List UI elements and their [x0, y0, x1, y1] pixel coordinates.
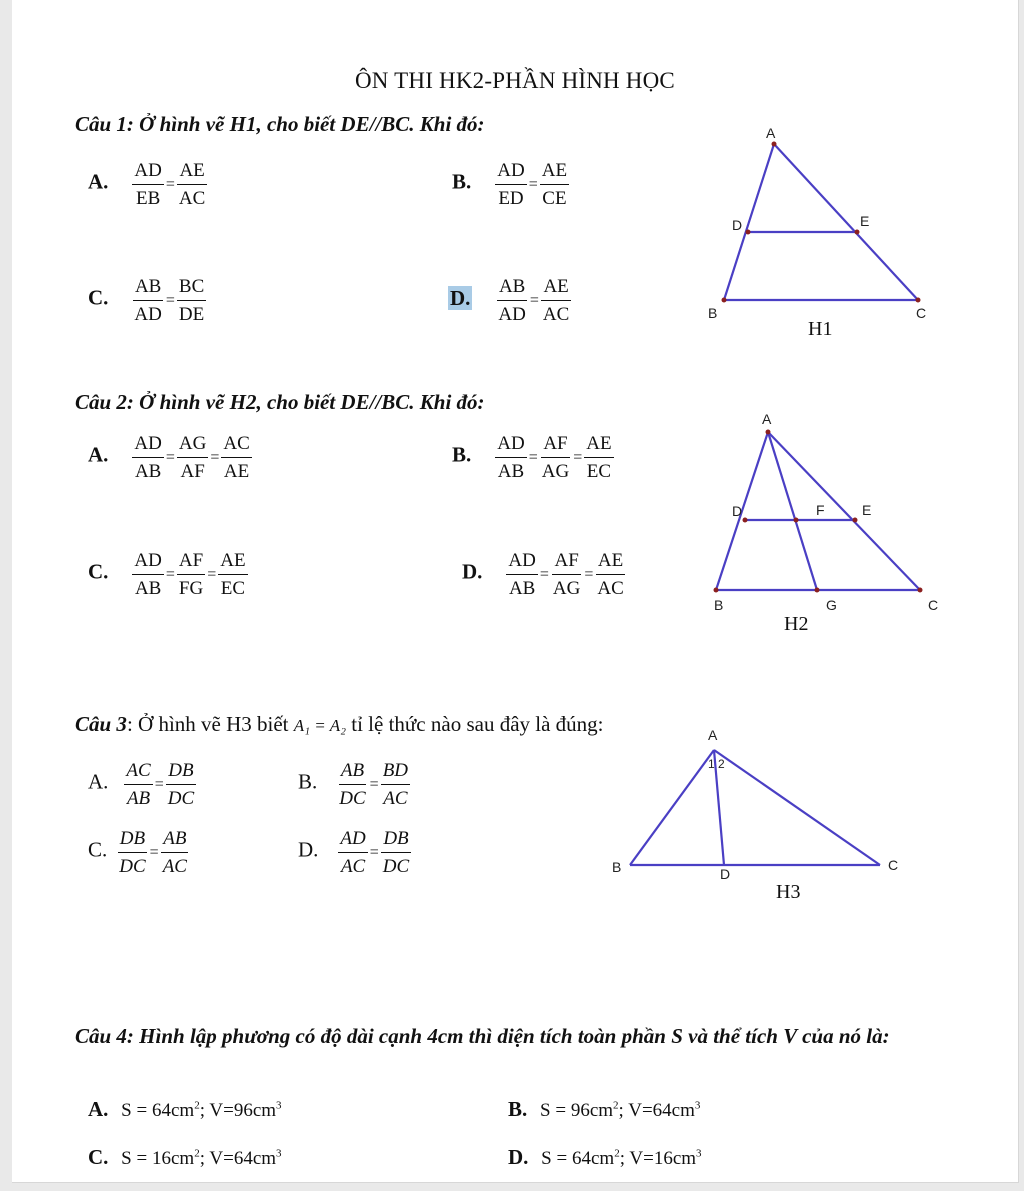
option-label: C. [88, 1145, 109, 1169]
fraction: $\frac{AE}{AC}$ [542, 276, 570, 325]
q4-option-d[interactable]: D. $S = 64cm^2$; $V=16cm^3$ [508, 1145, 702, 1169]
option-label: B. [452, 169, 472, 194]
fraction: $\frac{AF}{AG}$ [541, 433, 570, 482]
triangle-h3-lines [630, 750, 880, 865]
point-label: A [708, 727, 718, 743]
point-label: A [766, 125, 776, 141]
option-label: A. [88, 169, 109, 194]
option-label: D. [298, 837, 319, 862]
fraction: $\frac{AD}{AB}$ [497, 433, 525, 482]
question-3: Câu 3: Ở hình vẽ H3 biết A₁ = A₂ tỉ lệ thức nào sau đây là đúng: [75, 712, 604, 736]
figure-h1 [702, 120, 962, 345]
fraction: $\frac{AD}{ED}$ [497, 160, 525, 209]
option-label: D. [462, 559, 483, 584]
point-label: C [916, 305, 927, 321]
option-label-highlighted: D. [450, 285, 471, 310]
q1-option-b[interactable]: B. $\frac{AD}{ED}$ = $\frac{AE}{CE}$ [452, 160, 568, 209]
fraction: $\frac{AB}{DC}$ [339, 760, 366, 809]
point-label: E [860, 213, 870, 229]
fraction: $\frac{BD}{AC}$ [382, 760, 409, 809]
point-label: C [928, 597, 939, 613]
q2-option-d[interactable]: D. $\frac{AD}{AB}$ = $\frac{AF}{AG}$ = $\frac{AE}{AC}$ [462, 550, 624, 599]
q4-option-a[interactable]: A. $S = 64cm^2$; $V=96cm^3$ [88, 1097, 282, 1121]
option-label: D. [508, 1145, 529, 1169]
q2-option-a[interactable]: A. $\frac{AD}{AB}$ = $\frac{AG}{AF}$ = $\frac{AC}{AE}$ [88, 433, 250, 482]
question-2: Câu 2: Ở hình vẽ H2, cho biết DE//BC. Khi đó: [75, 390, 485, 414]
figure-h3 [608, 722, 908, 912]
option-label: C. [88, 837, 108, 862]
fraction: $\frac{AE}{AC}$ [597, 550, 624, 599]
point-label: F [816, 502, 825, 518]
q2-option-c[interactable]: C. $\frac{AD}{AB}$ = $\frac{AF}{FG}$ = $\frac{AE}{EC}$ [88, 550, 246, 599]
q1-option-d[interactable]: D. $\frac{AB}{AD}$ = $\frac{AE}{AC}$ [450, 276, 570, 325]
point-label: A [762, 411, 772, 427]
point-label: B [612, 859, 622, 875]
fraction: $\frac{AC}{AB}$ [126, 760, 151, 809]
angle-mark: 1 [708, 757, 715, 771]
option-label: A. [88, 1097, 109, 1121]
question-4: Câu 4: Hình lập phương có độ dài cạnh 4cm thì diện tích toàn phần S và thể tích V của nó là: [75, 1024, 890, 1048]
q3-option-d[interactable]: D. $\frac{AD}{AC}$ = $\frac{DB}{DC}$ [298, 828, 410, 877]
fraction: $\frac{AD}{AB}$ [134, 433, 162, 482]
point-label: B [714, 597, 724, 613]
option-label: B. [298, 769, 318, 794]
fraction: $\frac{AE}{EC}$ [586, 433, 612, 482]
figure-caption: H1 [808, 318, 833, 340]
q4-option-c[interactable]: C. $S = 16cm^2$; $V=64cm^3$ [88, 1145, 282, 1169]
fraction: $\frac{AD}{AB}$ [134, 550, 162, 599]
q2-option-b[interactable]: B. $\frac{AD}{AB}$ = $\frac{AF}{AG}$ = $\frac{AE}{EC}$ [452, 433, 612, 482]
fraction: $\frac{AE}{AC}$ [178, 160, 206, 209]
point-label: D [720, 866, 731, 882]
q1-option-c[interactable]: C. $\frac{AB}{AD}$ = $\frac{BC}{DE}$ [88, 276, 205, 325]
figure-h2 [692, 408, 962, 638]
q4-option-b[interactable]: B. $S = 96cm^2$; $V=64cm^3$ [508, 1097, 701, 1121]
option-label: B. [508, 1097, 528, 1121]
option-label: C. [88, 559, 109, 584]
point-label: E [862, 502, 872, 518]
q3-option-b[interactable]: B. $\frac{AB}{DC}$ = $\frac{BD}{AC}$ [298, 760, 409, 809]
page-title: ÔN THI HK2-PHẦN HÌNH HỌC [355, 68, 675, 93]
fraction: $\frac{AE}{CE}$ [541, 160, 568, 209]
fraction: $\frac{AD}{AC}$ [340, 828, 366, 877]
fraction: $\frac{DB}{DC}$ [119, 828, 146, 877]
q3-option-c[interactable]: C. $\frac{DB}{DC}$ = $\frac{AB}{AC}$ [88, 828, 187, 877]
fraction: $\frac{AC}{AE}$ [223, 433, 250, 482]
fraction: $\frac{AE}{EC}$ [220, 550, 246, 599]
fraction: $\frac{AF}{AG}$ [552, 550, 581, 599]
document-page [12, 0, 1019, 1183]
fraction: $\frac{AB}{AD}$ [498, 276, 526, 325]
fraction: $\frac{AG}{AF}$ [178, 433, 207, 482]
option-label: C. [88, 285, 109, 310]
point-label: D [732, 503, 743, 519]
angle-mark: 2 [718, 757, 725, 771]
option-label: A. [88, 442, 109, 467]
fraction: $\frac{BC}{DE}$ [178, 276, 205, 325]
figure-caption: H2 [784, 613, 809, 635]
option-label: A. [88, 769, 109, 794]
fraction: $\frac{AD}{EB}$ [134, 160, 162, 209]
fraction: $\frac{AB}{AD}$ [134, 276, 162, 325]
q3-option-a[interactable]: A. $\frac{AC}{AB}$ = $\frac{DB}{DC}$ [88, 760, 195, 809]
q1-option-a[interactable]: A. $\frac{AD}{EB}$ = $\frac{AE}{AC}$ [88, 160, 206, 209]
point-label: D [732, 217, 743, 233]
option-label: B. [452, 442, 472, 467]
angle-condition: A₁ = A₂ [293, 716, 347, 735]
point-label: G [826, 597, 837, 613]
fraction: $\frac{AD}{AB}$ [508, 550, 536, 599]
point-label: C [888, 857, 899, 873]
fraction: $\frac{AF}{FG}$ [178, 550, 204, 599]
fraction: $\frac{DB}{DC}$ [167, 760, 195, 809]
question-1: Câu 1: Ở hình vẽ H1, cho biết DE//BC. Khi đó: [75, 112, 485, 136]
fraction: $\frac{AB}{AC}$ [162, 828, 187, 877]
figure-caption: H3 [776, 881, 801, 903]
point-label: B [708, 305, 718, 321]
fraction: $\frac{DB}{DC}$ [382, 828, 410, 877]
triangle-h1-lines [724, 144, 918, 300]
